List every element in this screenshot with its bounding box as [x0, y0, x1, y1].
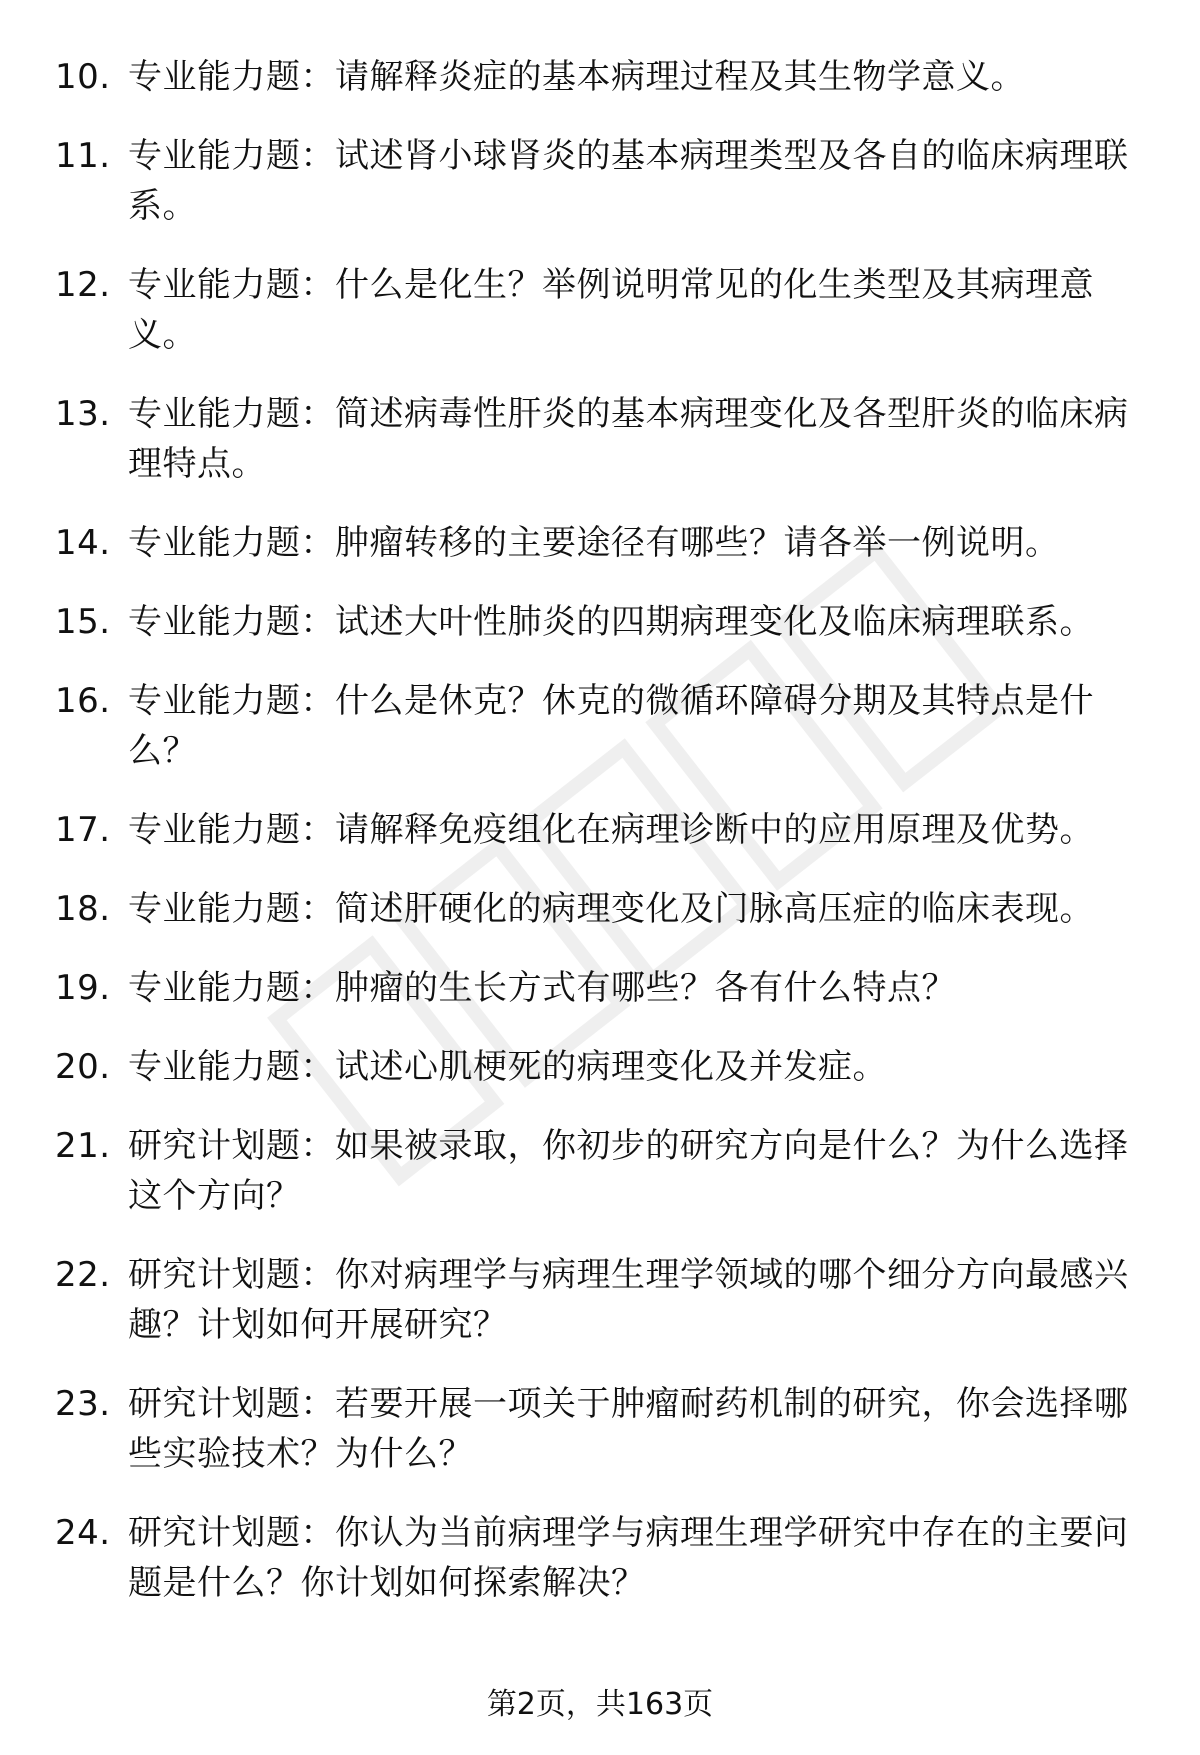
question-number: 21.	[55, 1126, 111, 1166]
question-number: 24.	[55, 1513, 111, 1553]
question-number: 16.	[55, 681, 111, 721]
question-item	[55, 389, 1145, 489]
question-item	[55, 131, 1145, 231]
question-text: 专业能力题：肿瘤的生长方式有哪些？各有什么特点？	[128, 968, 956, 1008]
question-item	[55, 805, 1145, 855]
question-item	[55, 1121, 1145, 1221]
question-number: 14.	[55, 523, 111, 563]
question-number: 22.	[55, 1255, 111, 1295]
question-text: 专业能力题：试述肾小球肾炎的基本病理类型及各自的临床病理联系。	[128, 136, 1129, 226]
question-number: 12.	[55, 265, 111, 305]
question-text: 专业能力题：简述肝硬化的病理变化及门脉高压症的临床表现。	[128, 889, 1094, 929]
question-text: 研究计划题：如果被录取，你初步的研究方向是什么？为什么选择这个方向？	[128, 1126, 1129, 1216]
question-item	[55, 963, 1145, 1013]
question-number: 10.	[55, 57, 111, 97]
question-item	[55, 260, 1145, 360]
question-number: 18.	[55, 889, 111, 929]
question-text: 专业能力题：简述病毒性肝炎的基本病理变化及各型肝炎的临床病理特点。	[128, 394, 1129, 484]
question-item	[55, 884, 1145, 934]
question-item	[55, 1250, 1145, 1350]
question-number: 23.	[55, 1384, 111, 1424]
question-item	[55, 676, 1145, 776]
question-text: 专业能力题：请解释免疫组化在病理诊断中的应用原理及优势。	[128, 810, 1094, 850]
question-text: 专业能力题：什么是化生？举例说明常见的化生类型及其病理意义。	[128, 265, 1094, 355]
question-number: 11.	[55, 136, 111, 176]
question-item	[55, 1508, 1145, 1608]
question-text: 研究计划题：你认为当前病理学与病理生理学研究中存在的主要问题是什么？你计划如何探索解决？	[128, 1513, 1129, 1603]
question-item	[55, 597, 1145, 647]
page-number-footer: 第2页，共163页	[486, 1687, 714, 1722]
question-item	[55, 52, 1145, 102]
question-number: 17.	[55, 810, 111, 850]
question-number: 20.	[55, 1047, 111, 1087]
question-text: 专业能力题：什么是休克？休克的微循环障碍分期及其特点是什么？	[128, 681, 1094, 771]
question-text: 专业能力题：肿瘤转移的主要途径有哪些？请各举一例说明。	[128, 523, 1060, 563]
question-number: 19.	[55, 968, 111, 1008]
question-list	[55, 52, 1145, 1637]
question-text: 研究计划题：若要开展一项关于肿瘤耐药机制的研究，你会选择哪些实验技术？为什么？	[128, 1384, 1129, 1474]
question-text: 研究计划题：你对病理学与病理生理学领域的哪个细分方向最感兴趣？计划如何开展研究？	[128, 1255, 1129, 1345]
question-text: 专业能力题：试述心肌梗死的病理变化及并发症。	[128, 1047, 887, 1087]
question-number: 15.	[55, 602, 111, 642]
question-item	[55, 1379, 1145, 1479]
question-text: 专业能力题：请解释炎症的基本病理过程及其生物学意义。	[128, 57, 1025, 97]
question-text: 专业能力题：试述大叶性肺炎的四期病理变化及临床病理联系。	[128, 602, 1094, 642]
question-item	[55, 518, 1145, 568]
question-item	[55, 1042, 1145, 1092]
question-number: 13.	[55, 394, 111, 434]
